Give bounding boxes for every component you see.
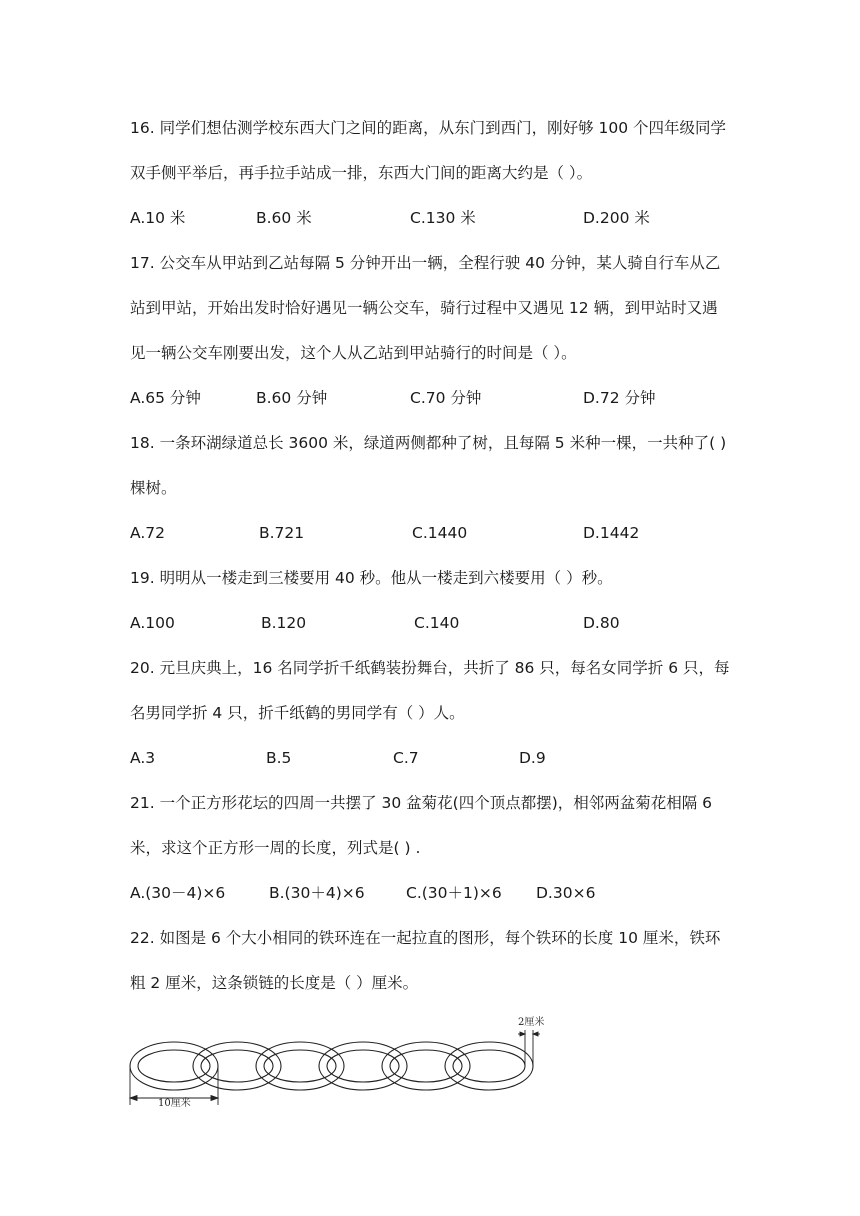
question-16-option-b: B.60 米	[256, 209, 312, 227]
question-17-option-b: B.60 分钟	[256, 389, 328, 407]
question-17-option-d: D.72 分钟	[583, 389, 656, 407]
ring-2-inner	[201, 1050, 273, 1082]
ring-5-inner	[390, 1050, 462, 1082]
question-20-option-b: B.5	[266, 749, 292, 767]
question-20-option-d: D.9	[519, 749, 546, 767]
question-18-option-c: C.1440	[412, 524, 468, 542]
question-17-line-2: 站到甲站，开始出发时恰好遇见一辆公交车，骑行过程中又遇见 12 辆，到甲站时又遇	[130, 299, 718, 317]
question-21-line-2: 米，求这个正方形一周的长度，列式是( ) .	[130, 839, 421, 857]
question-16-option-d: D.200 米	[583, 209, 650, 227]
question-21-option-b: B.(30＋4)×6	[269, 884, 365, 902]
question-16-option-c: C.130 米	[410, 209, 476, 227]
question-19-option-a: A.100	[130, 614, 175, 632]
question-20-option-c: C.7	[393, 749, 419, 767]
question-21-option-d: D.30×6	[536, 884, 596, 902]
question-17-line-3: 见一辆公交车刚要出发，这个人从乙站到甲站骑行的时间是（ ）。	[130, 344, 577, 362]
question-19-option-b: B.120	[261, 614, 307, 632]
question-16-line-2: 双手侧平举后，再手拉手站成一排，东西大门间的距离大约是（ ）。	[130, 164, 593, 182]
question-21-option-c: C.(30＋1)×6	[406, 884, 502, 902]
question-17-line-1: 17. 公交车从甲站到乙站每隔 5 分钟开出一辆，全程行驶 40 分钟，某人骑自行车从乙	[130, 254, 721, 272]
question-22-line-1: 22. 如图是 6 个大小相同的铁环连在一起拉直的图形，每个铁环的长度 10 厘米，铁环	[130, 929, 721, 947]
question-20-line-2: 名男同学折 4 只，折千纸鹤的男同学有（ ）人。	[130, 704, 465, 722]
thickness-dimension	[518, 1030, 540, 1066]
question-17-option-c: C.70 分钟	[410, 389, 482, 407]
question-18-option-b: B.721	[259, 524, 305, 542]
question-18-line-1: 18. 一条环湖绿道总长 3600 米，绿道两侧都种了树，且每隔 5 米种一棵，一共种了( )	[130, 434, 727, 452]
question-16-option-a: A.10 米	[130, 209, 186, 227]
ring-3-inner	[264, 1050, 336, 1082]
question-17-option-a: A.65 分钟	[130, 389, 201, 407]
chain-figure	[120, 1010, 560, 1110]
ring-6-inner	[453, 1050, 525, 1082]
ring-6-outer	[445, 1042, 533, 1090]
length-label: 10厘米	[158, 1098, 191, 1109]
question-19-line-1: 19. 明明从一楼走到三楼要用 40 秒。他从一楼走到六楼要用（ ）秒。	[130, 569, 613, 587]
question-16-line-1: 16. 同学们想估测学校东西大门之间的距离，从东门到西门，刚好够 100 个四年级同学	[130, 119, 727, 137]
question-21-line-1: 21. 一个正方形花坛的四周一共摆了 30 盆菊花(四个顶点都摆)，相邻两盆菊花相隔 6	[130, 794, 713, 812]
question-18-option-d: D.1442	[583, 524, 640, 542]
ring-4-inner	[327, 1050, 399, 1082]
thickness-label: 2厘米	[518, 1017, 545, 1028]
question-18-option-a: A.72	[130, 524, 165, 542]
question-19-option-d: D.80	[583, 614, 620, 632]
question-20-option-a: A.3	[130, 749, 156, 767]
ring-1-inner	[138, 1050, 210, 1082]
question-18-line-2: 棵树。	[130, 479, 177, 497]
question-21-option-a: A.(30－4)×6	[130, 884, 226, 902]
question-20-line-1: 20. 元旦庆典上，16 名同学折千纸鹤装扮舞台，共折了 86 只，每名女同学折 6 只，每	[130, 659, 730, 677]
question-19-option-c: C.140	[414, 614, 460, 632]
question-22-line-2: 粗 2 厘米，这条锁链的长度是（ ）厘米。	[130, 974, 419, 992]
